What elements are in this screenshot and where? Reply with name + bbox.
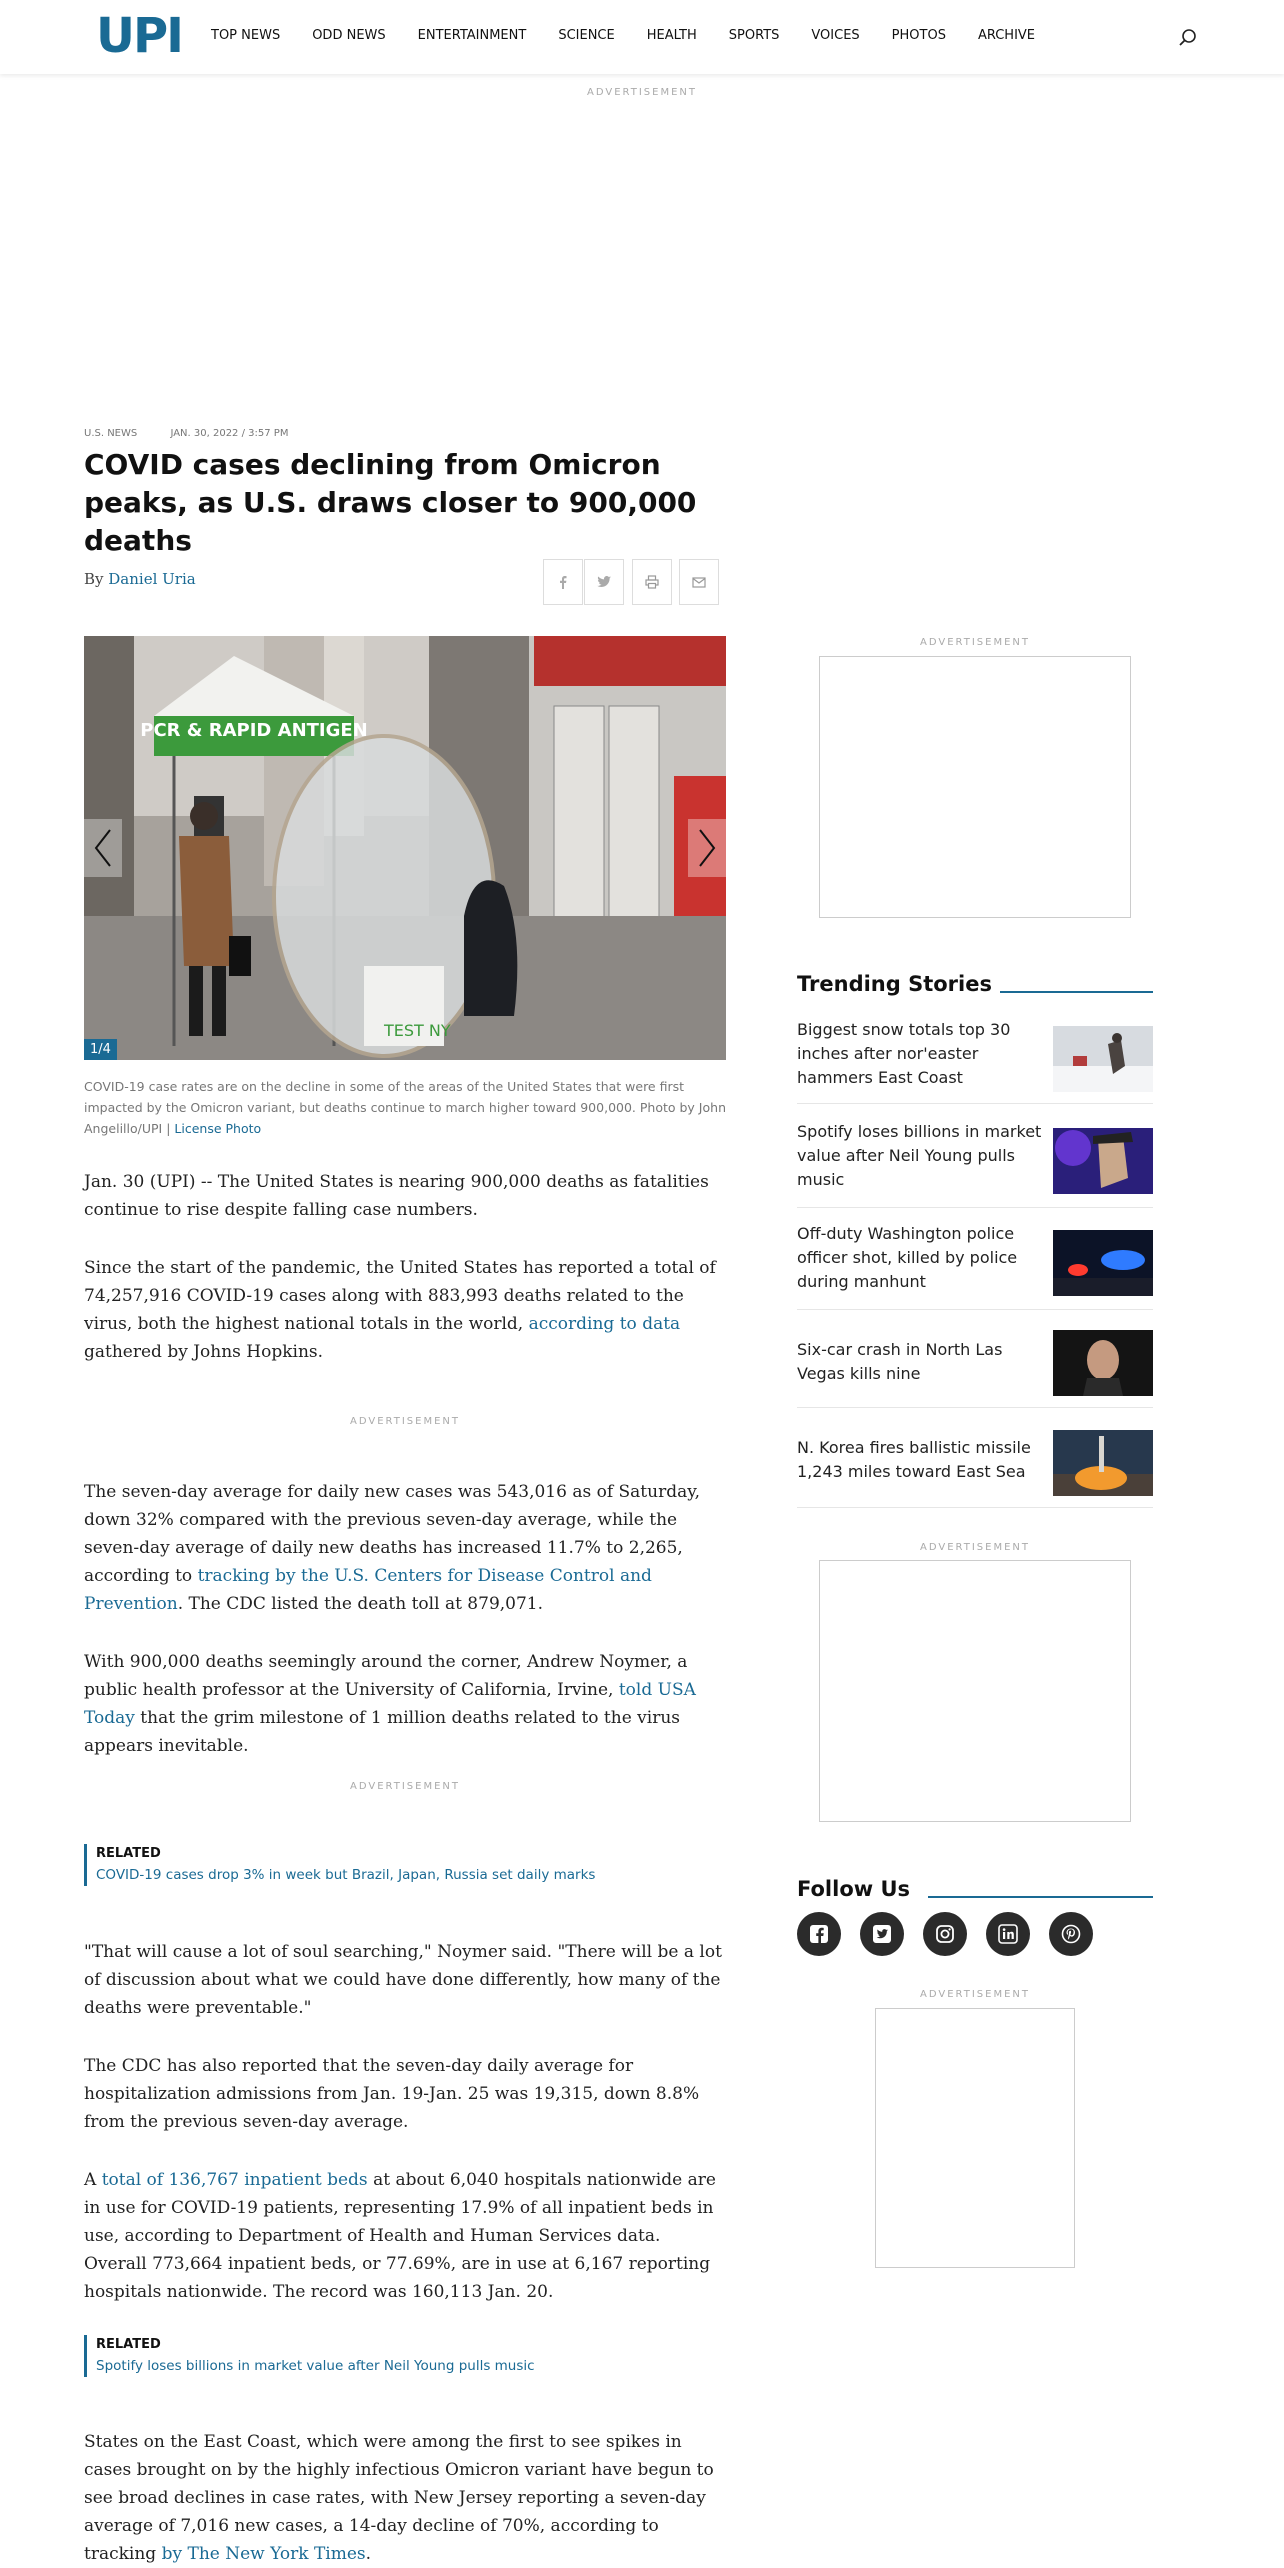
photo-next-button[interactable] [688,819,726,877]
photo-counter: 1/4 [84,1039,117,1060]
according-to-data-link[interactable]: according to data [528,1314,681,1334]
author-link[interactable]: Daniel Uria [108,570,196,588]
trending-item-title[interactable]: Biggest snow totals top 30 inches after nor'easter hammers East Coast [797,1020,1011,1087]
trending-item-title[interactable]: Spotify loses billions in market value after Neil Young pulls music [797,1122,1042,1189]
related-link-2[interactable]: Spotify loses billions in market value after Neil Young pulls music [96,2358,535,2374]
trending-item[interactable] [797,1320,1153,1408]
photo-prev-button[interactable] [84,819,122,877]
paragraph-2 [84,1254,726,1366]
facebook-icon [557,575,569,589]
nav-archive[interactable]: ARCHIVE [977,28,1036,43]
nav-sports[interactable]: SPORTS [728,28,780,43]
trending-thumb-speaker[interactable] [1053,1330,1153,1396]
upi-logo[interactable]: UPI [96,8,183,64]
trending-thumb-snow[interactable] [1053,1026,1153,1092]
trending-item[interactable] [797,1418,1153,1508]
ad-label-inline-2: ADVERTISEMENT [349,1781,460,1792]
article-meta [84,428,288,440]
p7-text-b: at about 6,040 hospitals nationwide are in use for COVID-19 patients, representing 17.9% of all inpatient beds in use, according to Department of Health and Human Services data. Overall 773,664 inpatient beds, or 77.69%, are in use at 6,167 reporting hospitals nationwide. The record was 160,113 Jan. 20. [84,2170,716,2302]
license-photo-link[interactable]: License Photo [174,1121,262,1136]
article-title: COVID cases declining from Omicron peaks, as U.S. draws closer to 900,000 deaths [84,448,697,557]
usa-today-link[interactable]: told USA Today [84,1680,696,1728]
paragraph-7 [84,2166,726,2306]
trending-stories-heading: Trending Stories [797,972,992,996]
paragraph-6: The CDC has also reported that the seven-day daily average for hospitalization admissions from Jan. 19-Jan. 25 was 19,315, down 8.8% from the previous seven-day average. [84,2056,700,2132]
cdc-tracking-link[interactable]: tracking by the U.S. Centers for Disease Control and Prevention [84,1566,652,1614]
paragraph-5: "That will cause a lot of soul searching," Noymer said. "There will be a lot of discussion about what we could have done differently, how many of the deaths were preventable." [84,1942,722,2018]
chevron-right-icon [697,828,717,868]
photo-covid-testing-site [84,636,726,1060]
trending-thumb-missile[interactable] [1053,1430,1153,1496]
paragraph-1: Jan. 30 (UPI) -- The United States is nearing 900,000 deaths as fatalities continue to rise despite falling case numbers. [84,1172,709,1220]
print-button[interactable] [632,559,672,605]
related-heading: RELATED [96,1846,161,1861]
pinterest-icon [1061,1924,1081,1944]
paragraph-3 [84,1478,726,1618]
trending-item-title[interactable]: N. Korea fires ballistic missile 1,243 miles toward East Sea [797,1438,1031,1481]
facebook-share-button[interactable] [543,559,583,605]
trending-item-title[interactable]: Off-duty Washington police officer shot, killed by police during manhunt [797,1224,1018,1291]
instagram-icon [935,1924,955,1944]
twitter-icon [872,1924,892,1944]
ad-label-top: ADVERTISEMENT [586,87,697,98]
related-box-2 [84,2335,726,2377]
trending-thumb-police-lights[interactable] [1053,1230,1153,1296]
facebook-follow-button[interactable] [797,1912,841,1956]
follow-underline [928,1896,1153,1898]
nav-photos[interactable]: PHOTOS [891,28,946,43]
paragraph-8 [84,2428,726,2568]
photo-caption [84,1076,726,1139]
linkedin-icon [998,1924,1018,1944]
related-box-1 [84,1844,726,1886]
ad-box-sidebar-2[interactable] [819,1560,1131,1822]
article-photo-slideshow[interactable] [84,636,726,1060]
pinterest-follow-button[interactable] [1049,1912,1093,1956]
chevron-left-icon [93,828,113,868]
p8-text-a: States on the East Coast, which were among the first to see spikes in cases brought on by the highly infectious Omicron variant have begun to see broad declines in case rates, with New Jersey reporting a seven-day average of 7,016 new cases, a 14-day decline of 70%, according to tracking [84,2432,714,2564]
ad-label-sidebar-1: ADVERTISEMENT [919,637,1030,648]
twitter-share-button[interactable] [584,559,624,605]
paragraph-4 [84,1648,726,1760]
byline [84,570,196,588]
nav-science[interactable]: SCIENCE [558,28,615,43]
p7-text-pre: A [84,2170,97,2190]
nav-top-news[interactable]: TOP NEWS [211,28,281,43]
site-header [0,0,1284,74]
section-label[interactable]: U.S. NEWS [84,428,138,439]
ad-label-sidebar-2: ADVERTISEMENT [919,1542,1030,1553]
trending-item-title[interactable]: Six-car crash in North Las Vegas kills nine [797,1340,1003,1383]
caption-text: COVID-19 case rates are on the decline in some of the areas of the United States that were first impacted by the Omicron variant, but deaths continue to march higher toward 900,000. Photo by John Angelillo/UPI | [84,1079,726,1136]
search-icon[interactable] [1178,28,1198,48]
email-button[interactable] [679,559,719,605]
p2-text-b: gathered by Johns Hopkins. [84,1342,324,1362]
trending-item[interactable] [797,1120,1153,1208]
ad-box-sidebar-1[interactable] [819,656,1131,918]
trending-underline [1000,991,1153,993]
byline-by: By [84,570,104,588]
email-icon [692,577,706,588]
ad-label-inline-1: ADVERTISEMENT [349,1416,460,1427]
p8-text-b: . [365,2544,372,2564]
p4-text-a: With 900,000 deaths seemingly around the corner, Andrew Noymer, a public health professor at the University of California, Irvine, [84,1652,688,1700]
trending-item[interactable] [797,1222,1153,1310]
main-nav [211,28,1067,44]
related-link-1[interactable]: COVID-19 cases drop 3% in week but Brazil, Japan, Russia set daily marks [96,1867,596,1883]
twitter-follow-button[interactable] [860,1912,904,1956]
photo-sign2-text: TEST NY [384,1021,451,1040]
nav-voices[interactable]: VOICES [811,28,860,43]
trending-item[interactable] [797,1018,1153,1104]
nav-odd-news[interactable]: ODD NEWS [312,28,386,43]
p4-text-b: that the grim milestone of 1 million deaths related to the virus appears inevitable. [84,1708,681,1756]
article-datetime: JAN. 30, 2022 / 3:57 PM [170,428,289,439]
inpatient-beds-link[interactable]: total of 136,767 inpatient beds [101,2170,368,2190]
p3-text-b: . The CDC listed the death toll at 879,071. [177,1594,544,1614]
linkedin-follow-button[interactable] [986,1912,1030,1956]
trending-thumb-neil-young[interactable] [1053,1128,1153,1194]
p2-text-a: Since the start of the pandemic, the United States has reported a total of 74,257,916 COVID-19 cases along with 883,993 deaths related to the virus, both the highest national totals in the world, [84,1258,716,1334]
ad-label-sidebar-3: ADVERTISEMENT [919,1989,1030,2000]
follow-us-heading: Follow Us [797,1877,911,1901]
photo-sign-text: PCR & RAPID ANTIGEN [140,720,368,741]
nav-entertainment[interactable]: ENTERTAINMENT [417,28,527,43]
twitter-icon [597,576,611,588]
p3-text-a: The seven-day average for daily new cases was 543,016 as of Saturday, down 32% compared with the previous seven-day average, while the seven-day average of daily new deaths has increased 11.7% to 2,265, according to [84,1482,700,1586]
ad-box-sidebar-3[interactable] [875,2008,1075,2268]
facebook-icon [809,1924,829,1944]
instagram-follow-button[interactable] [923,1912,967,1956]
nyt-tracking-link[interactable]: by The New York Times [161,2544,366,2564]
nav-health[interactable]: HEALTH [646,28,697,43]
related-heading: RELATED [96,2337,161,2352]
print-icon [645,575,659,589]
